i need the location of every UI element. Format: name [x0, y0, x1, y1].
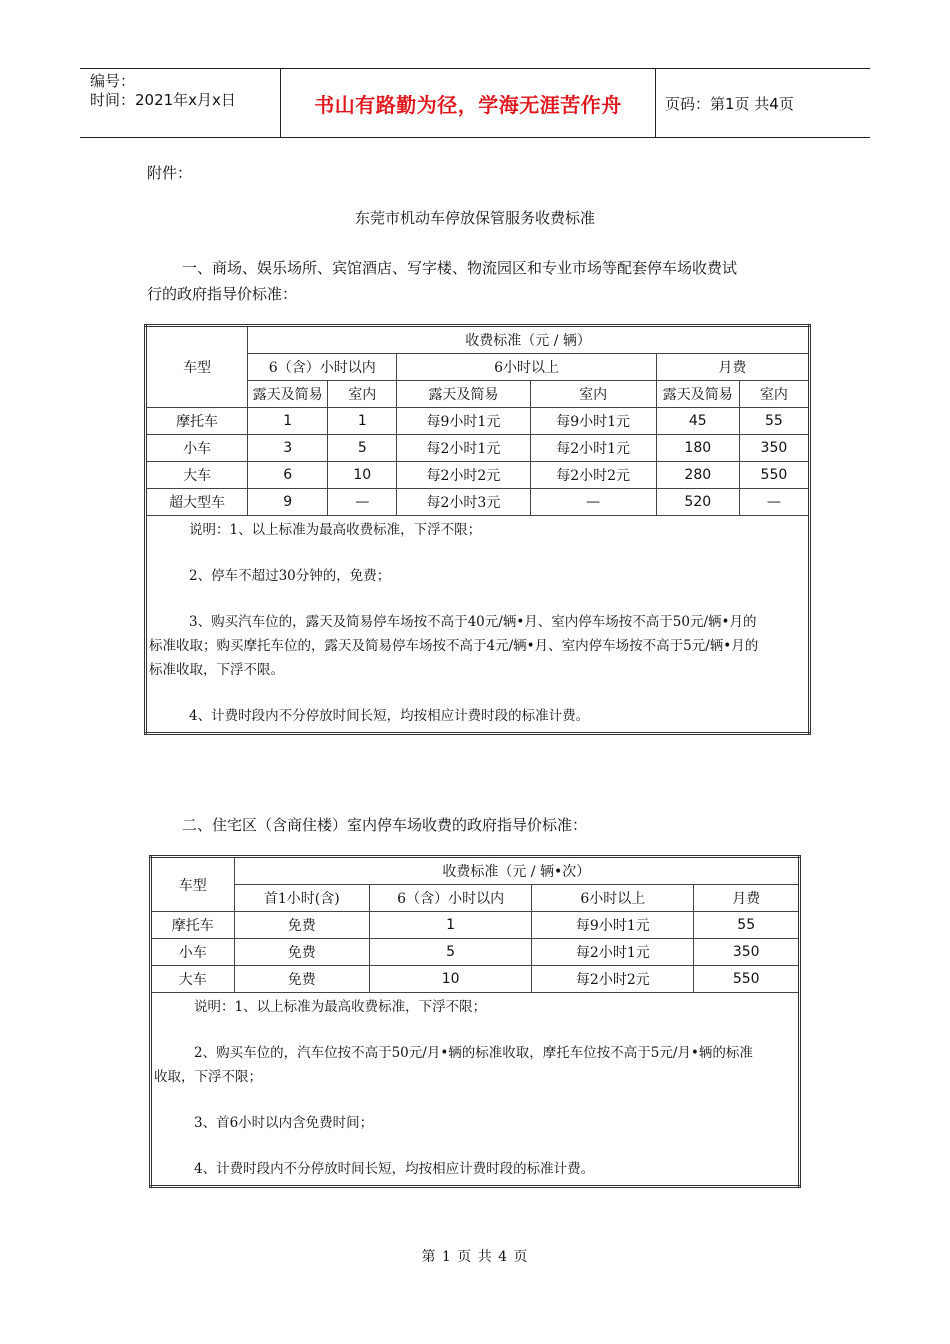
- header-over-6h: 6小时以上: [397, 354, 656, 381]
- note-2: 2、购买车位的，汽车位按不高于50元/月•辆的标准收取，摩托车位按不高于5元/月•辆的标准: [194, 1045, 753, 1061]
- document-title: 东莞市机动车停放保管服务收费标准: [354, 209, 595, 227]
- parking-fee-table-residential: [149, 855, 801, 1188]
- header-vehicle-type: 车型: [151, 857, 235, 912]
- vehicle-type-cell: 小车: [151, 939, 235, 966]
- header-within-6h: 6（含）小时以内: [369, 885, 531, 912]
- note-3-cont: 标准收取；购买摩托车位的，露天及简易停车场按不高于4元/辆•月、室内停车场按不高于5元/辆•月的: [149, 638, 759, 654]
- fee-cell: 免费: [234, 966, 369, 993]
- header-vehicle-type: 车型: [146, 326, 248, 408]
- header-monthly: 月费: [694, 885, 800, 912]
- parking-fee-table-commercial: [144, 324, 811, 735]
- note-3: 3、首6小时以内含免费时间；: [194, 1115, 374, 1131]
- note-4: 4、计费时段内不分停放时间长短，均按相应计费时段的标准计费。: [189, 708, 590, 724]
- fee-cell: 每2小时1元: [532, 939, 694, 966]
- fee-cell: 10: [328, 462, 397, 489]
- table-row: [151, 939, 800, 966]
- fee-cell: 6: [248, 462, 328, 489]
- note-3-end: 标准收取，下浮不限。: [149, 662, 284, 678]
- fee-cell: —: [328, 489, 397, 516]
- vehicle-type-cell: 大车: [151, 966, 235, 993]
- table-notes: [146, 516, 810, 734]
- fee-cell: —: [530, 489, 656, 516]
- fee-cell: 5: [328, 435, 397, 462]
- fee-cell: 55: [739, 408, 809, 435]
- table-row: [151, 966, 800, 993]
- header-indoor: 室内: [530, 381, 656, 408]
- table-row: [146, 408, 810, 435]
- page-footer: 第 1 页 共 4 页: [421, 1249, 529, 1265]
- header-within-6h: 6（含）小时以内: [248, 354, 397, 381]
- header-motto: 书山有路勤为径，学海无涯苦作舟: [280, 69, 656, 137]
- serial-label: 编号：: [90, 72, 136, 90]
- table-row: [146, 435, 810, 462]
- header-indoor: 室内: [328, 381, 397, 408]
- fee-cell: 免费: [234, 912, 369, 939]
- fee-cell: 180: [656, 435, 739, 462]
- section2-heading: 二、住宅区（含商住楼）室内停车场收费的政府指导价标准：: [182, 816, 588, 834]
- attachment-label: 附件：: [147, 164, 193, 182]
- note-2-cont: 收取，下浮不限；: [154, 1069, 262, 1085]
- header-fee-standard: 收费标准（元 / 辆•次）: [234, 857, 799, 885]
- fee-cell: 350: [739, 435, 809, 462]
- fee-cell: 每2小时3元: [397, 489, 530, 516]
- page-header: [80, 68, 870, 138]
- header-monthly: 月费: [656, 354, 809, 381]
- fee-cell: 每2小时2元: [397, 462, 530, 489]
- fee-cell: 每2小时1元: [530, 435, 656, 462]
- fee-cell: 550: [739, 462, 809, 489]
- header-outdoor: 露天及简易: [656, 381, 739, 408]
- fee-cell: 每2小时2元: [532, 966, 694, 993]
- fee-cell: 每9小时1元: [532, 912, 694, 939]
- header-first-hour: 首1小时(含): [234, 885, 369, 912]
- note-1: 说明：1、以上标准为最高收费标准，下浮不限；: [194, 999, 487, 1015]
- header-page-info: 页码：第1页 共4页: [665, 94, 794, 113]
- fee-cell: 5: [369, 939, 531, 966]
- header-outdoor: 露天及简易: [248, 381, 328, 408]
- fee-cell: 10: [369, 966, 531, 993]
- table-row: [146, 489, 810, 516]
- vehicle-type-cell: 小车: [146, 435, 248, 462]
- note-4: 4、计费时段内不分停放时间长短，均按相应计费时段的标准计费。: [194, 1161, 595, 1177]
- fee-cell: 1: [248, 408, 328, 435]
- fee-cell: 每2小时2元: [530, 462, 656, 489]
- fee-cell: 免费: [234, 939, 369, 966]
- vehicle-type-cell: 摩托车: [151, 912, 235, 939]
- table-notes: [151, 993, 800, 1187]
- header-outdoor: 露天及简易: [397, 381, 530, 408]
- fee-cell: 每9小时1元: [530, 408, 656, 435]
- fee-cell: 9: [248, 489, 328, 516]
- fee-cell: 1: [328, 408, 397, 435]
- table-row: [146, 462, 810, 489]
- fee-cell: 350: [694, 939, 800, 966]
- fee-cell: 每9小时1元: [397, 408, 530, 435]
- header-over-6h: 6小时以上: [532, 885, 694, 912]
- fee-cell: 每2小时1元: [397, 435, 530, 462]
- fee-cell: 280: [656, 462, 739, 489]
- fee-cell: —: [739, 489, 809, 516]
- section1-heading-cont: 行的政府指导价标准：: [147, 285, 298, 303]
- header-fee-standard: 收费标准（元 / 辆）: [248, 326, 810, 354]
- note-1: 说明：1、以上标准为最高收费标准，下浮不限；: [189, 522, 482, 538]
- header-indoor: 室内: [739, 381, 809, 408]
- vehicle-type-cell: 大车: [146, 462, 248, 489]
- fee-cell: 3: [248, 435, 328, 462]
- note-3: 3、购买汽车位的，露天及简易停车场按不高于40元/辆•月、室内停车场按不高于50元/辆•月的: [189, 614, 757, 630]
- table-row: [151, 912, 800, 939]
- vehicle-type-cell: 摩托车: [146, 408, 248, 435]
- section1-heading: 一、商场、娱乐场所、宾馆酒店、写字楼、物流园区和专业市场等配套停车场收费试: [182, 259, 738, 277]
- note-2: 2、停车不超过30分钟的，免费；: [189, 568, 391, 584]
- date-line: 时间：2021年x月x日: [90, 91, 236, 109]
- header-meta: [80, 69, 280, 137]
- fee-cell: 550: [694, 966, 800, 993]
- fee-cell: 520: [656, 489, 739, 516]
- fee-cell: 45: [656, 408, 739, 435]
- fee-cell: 1: [369, 912, 531, 939]
- vehicle-type-cell: 超大型车: [146, 489, 248, 516]
- fee-cell: 55: [694, 912, 800, 939]
